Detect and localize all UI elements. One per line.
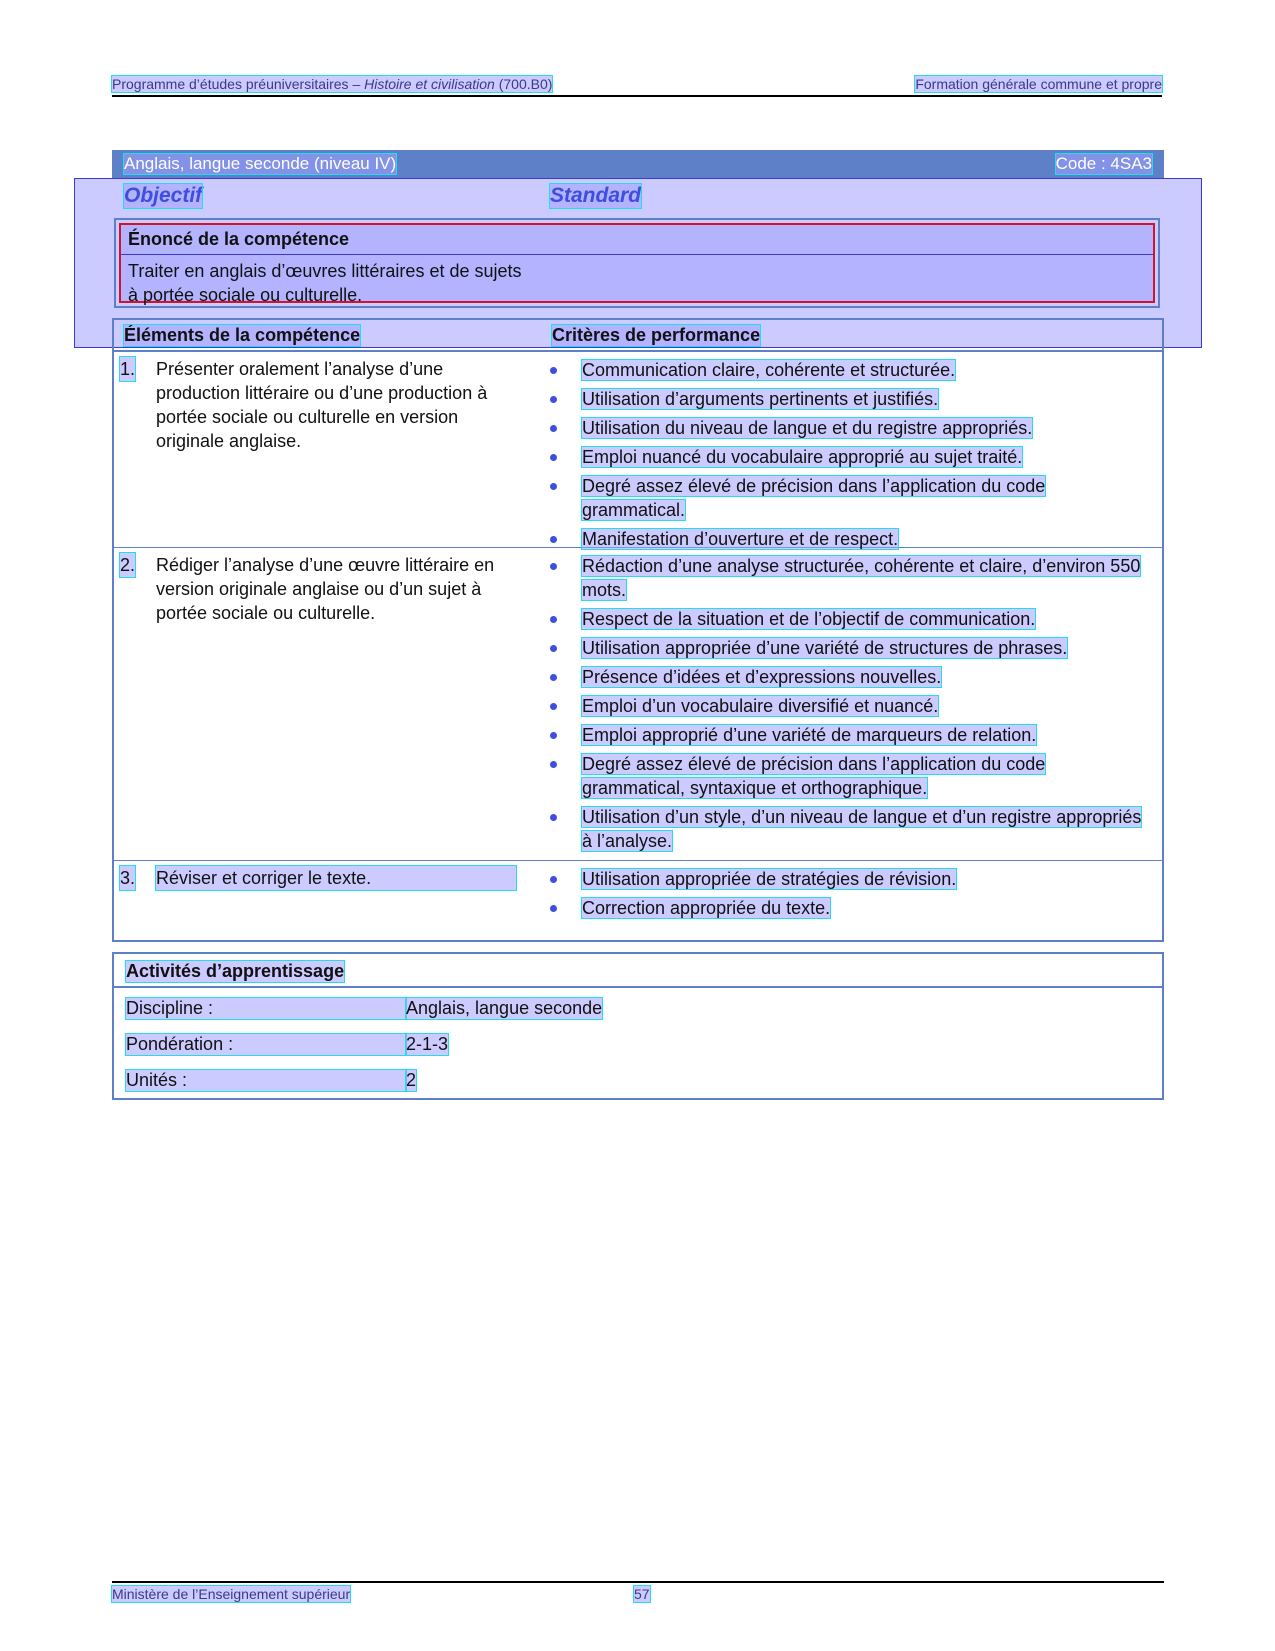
table-row xyxy=(114,861,1162,939)
criteria-item xyxy=(546,474,1150,522)
element-number: 3. xyxy=(120,868,136,888)
criteria-item xyxy=(546,665,1150,689)
ponderation-value: 2-1-3 xyxy=(406,1034,449,1054)
bullet-icon xyxy=(550,876,557,883)
element-text: Rédiger l’analyse d’une œuvre littéraire en version originale anglaise ou d’un sujet à portée sociale ou culturelle. xyxy=(156,555,495,623)
bullet-icon xyxy=(550,761,557,768)
bullet-icon xyxy=(550,814,557,821)
course-title-bar xyxy=(112,150,1164,178)
enonce-box xyxy=(114,218,1160,308)
standard-label: Standard xyxy=(550,184,642,207)
bullet-icon xyxy=(550,396,557,403)
bullet-icon xyxy=(550,367,557,374)
criteria-text: Présence d’idées et d’expressions nouvelles. xyxy=(582,667,942,687)
criteria-item xyxy=(546,805,1150,853)
criteria-item xyxy=(546,752,1150,800)
criteria-item xyxy=(546,445,1150,469)
table-row xyxy=(114,548,1162,861)
activites-box xyxy=(112,952,1164,1100)
criteria-item xyxy=(546,896,1150,920)
criteria-item xyxy=(546,694,1150,718)
enonce-highlight xyxy=(119,223,1155,303)
criteria-item xyxy=(546,358,1150,382)
course-code: Code : 4SA3 xyxy=(1055,154,1152,173)
table-row xyxy=(114,352,1162,548)
bullet-icon xyxy=(550,425,557,432)
criteria-item xyxy=(546,387,1150,411)
activites-heading: Activités d’apprentissage xyxy=(126,961,345,981)
criteria-text: Communication claire, cohérente et structurée. xyxy=(582,360,956,380)
enonce-text: Traiter en anglais d’œuvres littéraires et de sujets à portée sociale ou culturelle. xyxy=(128,261,522,305)
bullet-icon xyxy=(550,536,557,543)
page-number: 57 xyxy=(634,1586,650,1602)
criteria-item xyxy=(546,607,1150,631)
criteria-list xyxy=(546,867,1150,925)
criteria-text: Emploi nuancé du vocabulaire approprié au sujet traité. xyxy=(582,447,1023,467)
bullet-icon xyxy=(550,703,557,710)
unites-value: 2 xyxy=(406,1070,417,1090)
bullet-icon xyxy=(550,674,557,681)
page-footer xyxy=(112,1581,1164,1602)
criteria-text: Utilisation appropriée de stratégies de révision. xyxy=(582,869,957,889)
ponderation-label: Pondération : xyxy=(126,1034,406,1055)
table-header xyxy=(114,320,1162,352)
footer-ministry: Ministère de l’Enseignement supérieur xyxy=(112,1586,351,1602)
criteria-text: Rédaction d’une analyse structurée, cohérente et claire, d’environ 550 mots. xyxy=(582,556,1141,600)
criteria-item xyxy=(546,416,1150,440)
bullet-icon xyxy=(550,905,557,912)
criteria-item xyxy=(546,867,1150,891)
element-number: 1. xyxy=(120,359,136,379)
bullet-icon xyxy=(550,732,557,739)
criteria-text: Degré assez élevé de précision dans l’application du code grammatical. xyxy=(582,476,1046,520)
col-criteres-header: Critères de performance xyxy=(552,325,761,345)
criteria-text: Respect de la situation et de l’objectif de communication. xyxy=(582,609,1036,629)
col-elements-header: Éléments de la compétence xyxy=(124,325,361,345)
criteria-text: Utilisation d’un style, d’un niveau de langue et d’un registre appropriés à l’analyse. xyxy=(582,807,1142,851)
bullet-icon xyxy=(550,616,557,623)
discipline-label: Discipline : xyxy=(126,998,406,1019)
criteria-item xyxy=(546,636,1150,660)
element-text: Présenter oralement l’analyse d’une production littéraire ou d’une production à portée sociale ou culturelle en version originale anglaise. xyxy=(156,359,488,451)
enonce-heading: Énoncé de la compétence xyxy=(128,229,350,249)
enonce-divider xyxy=(121,254,1153,255)
criteria-text: Manifestation d’ouverture et de respect. xyxy=(582,529,899,549)
running-header xyxy=(112,76,1162,97)
criteria-text: Correction appropriée du texte. xyxy=(582,898,831,918)
header-prefix: Programme d’études préuniversitaires – xyxy=(112,76,365,92)
criteria-text: Utilisation du niveau de langue et du registre appropriés. xyxy=(582,418,1033,438)
element-text: Réviser et corriger le texte. xyxy=(156,866,516,890)
competence-table xyxy=(112,318,1164,942)
criteria-list xyxy=(546,554,1150,858)
header-formation: Formation générale commune et propre xyxy=(915,76,1162,92)
course-title: Anglais, langue seconde (niveau IV) xyxy=(124,154,397,173)
criteria-text: Emploi approprié d’une variété de marqueurs de relation. xyxy=(582,725,1037,745)
criteria-text: Emploi d’un vocabulaire diversifié et nuancé. xyxy=(582,696,939,716)
objectif-label: Objectif xyxy=(124,184,203,207)
criteria-text: Utilisation d’arguments pertinents et justifiés. xyxy=(582,389,939,409)
bullet-icon xyxy=(550,645,557,652)
header-program-name: Histoire et civilisation xyxy=(364,76,495,92)
criteria-text: Degré assez élevé de précision dans l’application du code grammatical, syntaxique et orthographique. xyxy=(582,754,1046,798)
criteria-item xyxy=(546,723,1150,747)
header-program xyxy=(112,76,552,92)
criteria-item xyxy=(546,554,1150,602)
discipline-value: Anglais, langue seconde xyxy=(406,998,603,1018)
bullet-icon xyxy=(550,563,557,570)
unites-label: Unités : xyxy=(126,1070,406,1091)
element-number: 2. xyxy=(120,555,136,575)
bullet-icon xyxy=(550,483,557,490)
activites-header xyxy=(114,954,1162,988)
bullet-icon xyxy=(550,454,557,461)
header-program-code: (700.B0) xyxy=(494,76,553,92)
criteria-text: Utilisation appropriée d’une variété de structures de phrases. xyxy=(582,638,1068,658)
criteria-list xyxy=(546,358,1150,556)
